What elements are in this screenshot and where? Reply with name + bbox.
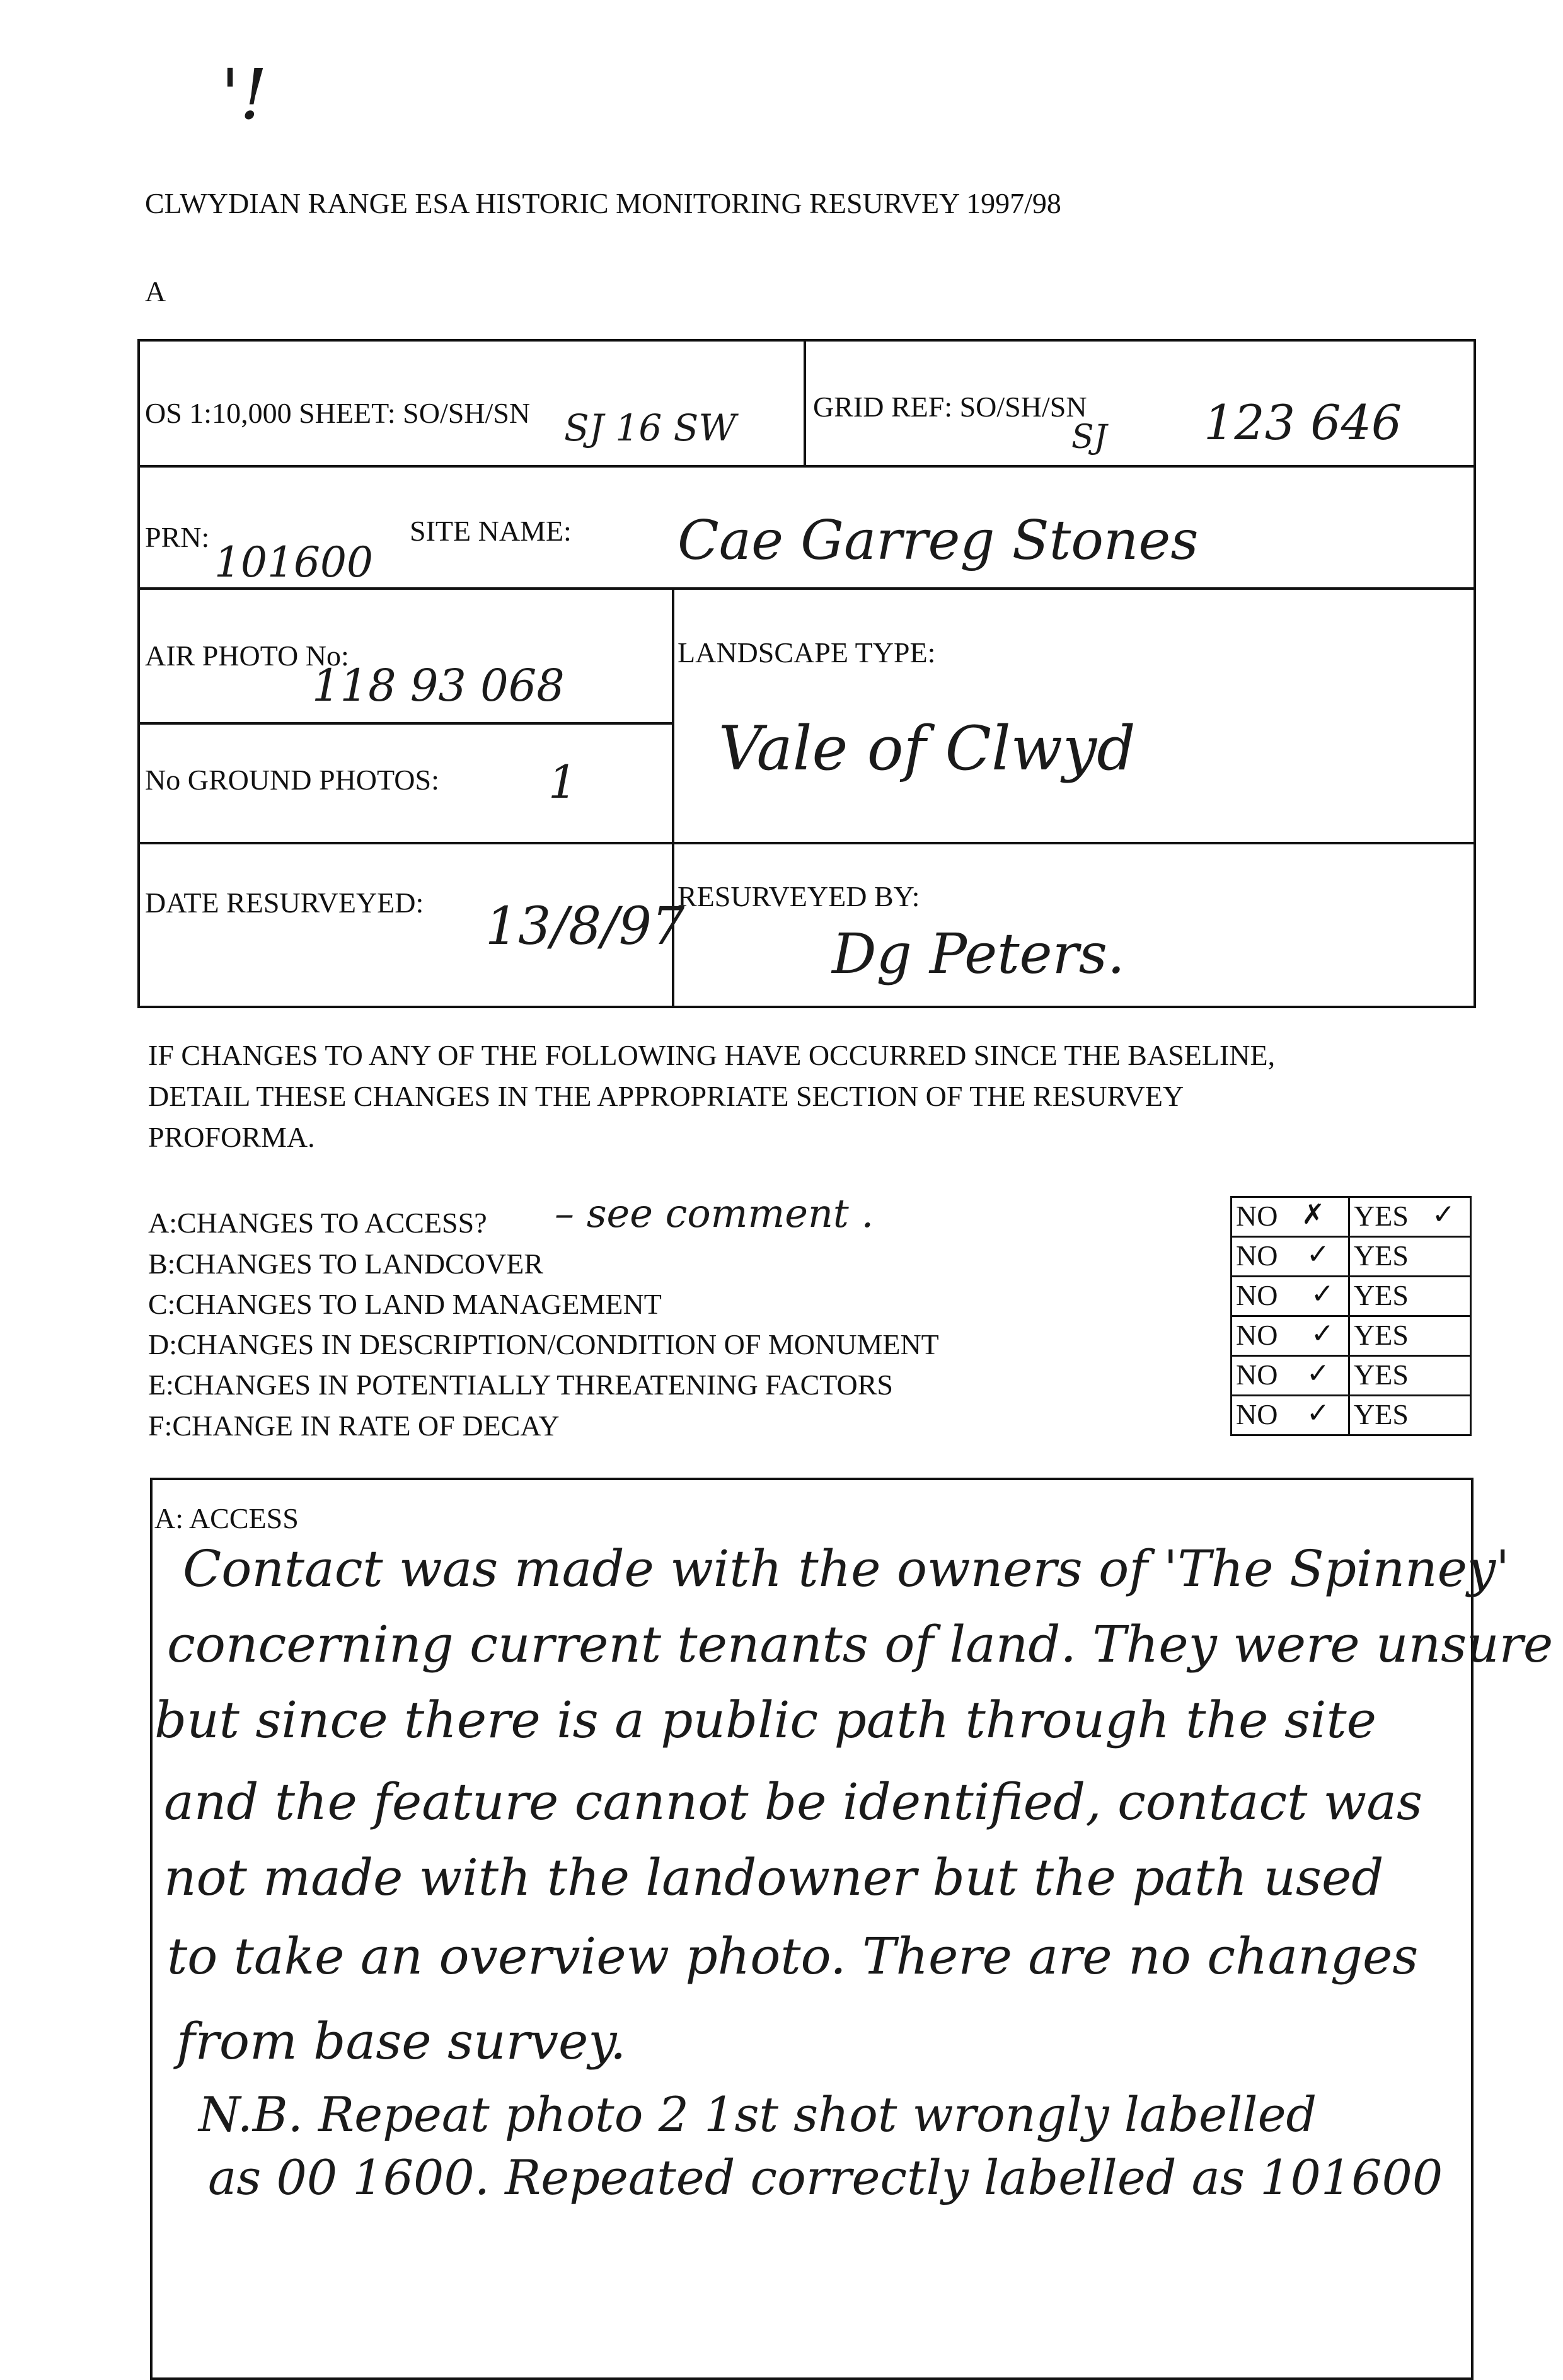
- change-label-e: E:CHANGES IN POTENTIALLY THREATENING FACTORS: [148, 1369, 894, 1401]
- access-comment-line-3: but since there is a public path through the site: [154, 1691, 1376, 1749]
- corner-mark: '!: [221, 54, 268, 135]
- date-resurveyed-value: 13/8/97: [485, 897, 685, 957]
- section-letter: A: [145, 275, 166, 308]
- check-icon: ✓: [1432, 1199, 1455, 1231]
- no-cell-f[interactable]: NO ✓: [1230, 1394, 1350, 1436]
- access-comment-line-6: to take an overview photo. There are no changes: [167, 1927, 1419, 1986]
- instructions-line-3: PROFORMA.: [148, 1121, 315, 1153]
- change-label-c: C:CHANGES TO LAND MANAGEMENT: [148, 1288, 662, 1320]
- check-icon: ✓: [1311, 1318, 1334, 1350]
- check-icon: ✓: [1306, 1238, 1330, 1270]
- ground-photos-label: No GROUND PHOTOS:: [145, 764, 439, 796]
- date-resurveyed-label: DATE RESURVEYED:: [145, 887, 424, 919]
- access-comment-line-2: concerning current tenants of land. They were unsure: [167, 1615, 1554, 1674]
- nb-line-2: as 00 1600. Repeated correctly labelled as 101600: [208, 2149, 1443, 2205]
- no-cell-e[interactable]: NO ✓: [1230, 1355, 1350, 1396]
- change-label-d: D:CHANGES IN DESCRIPTION/CONDITION OF MONUMENT: [148, 1328, 939, 1360]
- check-icon: ✓: [1311, 1278, 1334, 1310]
- resurveyed-by-label: RESURVEYED BY:: [678, 880, 920, 912]
- yes-cell-a[interactable]: YES ✓: [1348, 1196, 1472, 1238]
- change-label-f: F:CHANGE IN RATE OF DECAY: [148, 1410, 560, 1442]
- change-note-a: – see comment .: [555, 1190, 874, 1236]
- access-comment-line-1: Contact was made with the owners of 'The Spinney': [183, 1539, 1510, 1598]
- instructions-line-2: DETAIL THESE CHANGES IN THE APPROPRIATE SECTION OF THE RESURVEY: [148, 1080, 1184, 1112]
- grid-ref-label: GRID REF: SO/SH/SN: [813, 391, 1087, 423]
- os-sheet-value: SJ 16 SW: [564, 406, 737, 449]
- instructions-line-1: IF CHANGES TO ANY OF THE FOLLOWING HAVE OCCURRED SINCE THE BASELINE,: [148, 1039, 1276, 1071]
- access-comment-line-7: from base survey.: [176, 2012, 626, 2071]
- yes-cell-e[interactable]: YES: [1348, 1355, 1472, 1396]
- scribble-mark: ✗: [1301, 1199, 1325, 1231]
- check-icon: ✓: [1306, 1357, 1330, 1389]
- access-comment-line-5: not made with the landowner but the path used: [164, 1848, 1384, 1907]
- site-name-value: Cae Garreg Stones: [678, 509, 1199, 572]
- landscape-type-value: Vale of Clwyd: [718, 713, 1136, 784]
- yes-cell-d[interactable]: YES: [1348, 1315, 1472, 1357]
- site-name-label: SITE NAME:: [410, 515, 572, 547]
- check-icon: ✓: [1306, 1397, 1330, 1429]
- os-sheet-label: OS 1:10,000 SHEET: SO/SH/SN: [145, 397, 531, 429]
- access-heading: A: ACCESS: [154, 1502, 299, 1534]
- grid-ref-value: 123 646: [1204, 394, 1402, 451]
- yes-cell-b[interactable]: YES: [1348, 1236, 1472, 1277]
- ground-photos-value: 1: [548, 756, 577, 808]
- no-cell-b[interactable]: NO ✓: [1230, 1236, 1350, 1277]
- air-photo-value: 118 93 068: [312, 660, 565, 711]
- no-cell-c[interactable]: NO ✓: [1230, 1275, 1350, 1317]
- no-cell-a[interactable]: NO ✗: [1230, 1196, 1350, 1238]
- prn-value: 101600: [214, 538, 373, 587]
- landscape-type-label: LANDSCAPE TYPE:: [678, 636, 936, 669]
- yes-cell-c[interactable]: YES: [1348, 1275, 1472, 1317]
- prn-label: PRN:: [145, 521, 210, 553]
- change-label-a: A:CHANGES TO ACCESS?: [148, 1207, 487, 1239]
- nb-line-1: N.B. Repeat photo 2 1st shot wrongly labelled: [199, 2086, 1317, 2142]
- air-photo-label: AIR PHOTO No:: [145, 640, 349, 672]
- access-comment-line-4: and the feature cannot be identified, contact was: [164, 1773, 1423, 1831]
- grid-ref-prefix: SJ: [1071, 418, 1107, 456]
- change-label-b: B:CHANGES TO LANDCOVER: [148, 1248, 544, 1280]
- resurveyed-by-value: Dg Peters.: [832, 921, 1125, 986]
- yes-cell-f[interactable]: YES: [1348, 1394, 1472, 1436]
- page-title: CLWYDIAN RANGE ESA HISTORIC MONITORING RESURVEY 1997/98: [145, 187, 1061, 219]
- no-cell-d[interactable]: NO ✓: [1230, 1315, 1350, 1357]
